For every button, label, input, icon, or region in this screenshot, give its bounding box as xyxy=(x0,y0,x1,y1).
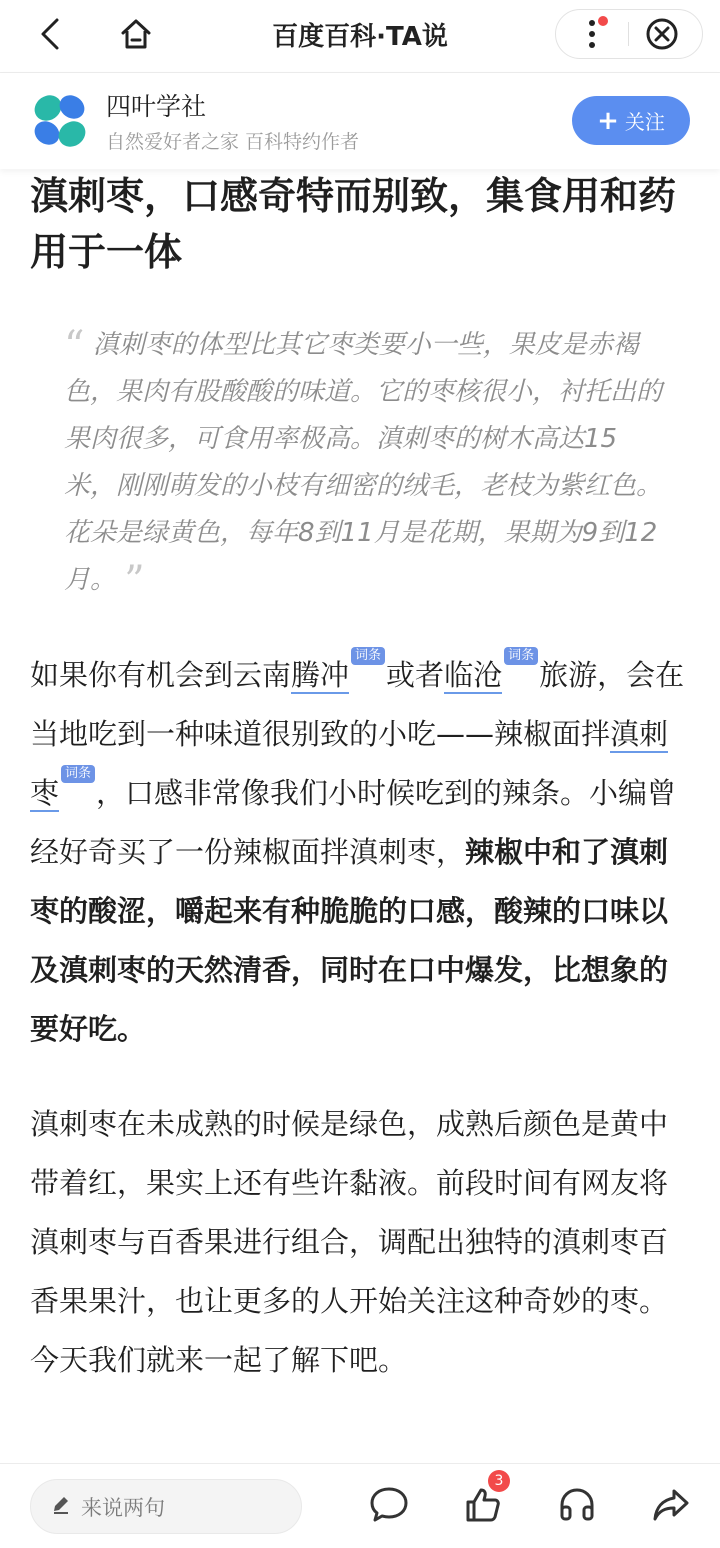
follow-label: 关注 xyxy=(624,110,665,134)
home-icon[interactable] xyxy=(114,12,158,56)
more-icon[interactable] xyxy=(576,15,616,53)
term-link-tengchong[interactable]: 腾冲 xyxy=(291,658,350,692)
paragraph-text: ，口感非常像我们小时候吃到的辣条。小编曾经好奇买了一份辣椒面拌滇刺枣， xyxy=(30,776,677,869)
comment-input[interactable] xyxy=(30,1479,302,1534)
page-title: 百度百科·TA说 xyxy=(272,22,448,52)
article-paragraph-1 xyxy=(30,646,692,1059)
paragraph-text: 旅游，会在当地吃到一种味道很别致的小吃——辣椒面拌 xyxy=(30,658,685,751)
listen-icon[interactable] xyxy=(554,1482,600,1528)
comment-placeholder: 来说两句 xyxy=(81,1495,165,1520)
term-link-dianciza[interactable]: 滇刺枣 xyxy=(30,717,669,810)
follow-button[interactable] xyxy=(572,96,690,145)
top-nav-bar xyxy=(0,0,720,73)
comment-icon[interactable] xyxy=(366,1482,412,1528)
like-count-badge: 3 xyxy=(488,1470,510,1492)
mini-program-capsule xyxy=(555,9,703,59)
term-tag[interactable]: 词条 xyxy=(61,765,95,783)
term-link-lincang[interactable]: 临沧 xyxy=(444,658,503,692)
like-icon[interactable] xyxy=(460,1473,506,1528)
term-tag[interactable]: 词条 xyxy=(504,647,538,665)
paragraph-text: 如果你有机会到云南 xyxy=(30,658,292,692)
article-paragraph-2: 滇刺枣在未成熟的时候是绿色，成熟后颜色是黄中带着红，果实上还有些许黏液。前段时间有网友将滇刺枣与百香果进行组合，调配出独特的滇刺枣百香果果汁，也让更多的人开始关注这种奇妙的枣。今天我们就来一起了解下吧。 xyxy=(30,1107,669,1377)
author-name[interactable]: 四叶学社 xyxy=(106,92,207,121)
term-tag[interactable]: 词条 xyxy=(351,647,385,665)
open-quote-icon: “ xyxy=(64,323,85,369)
share-icon[interactable] xyxy=(648,1482,694,1528)
article-quote xyxy=(64,322,664,604)
close-quote-icon: ” xyxy=(124,558,145,604)
quote-text: 滇刺枣的体型比其它枣类要小一些，果皮是赤褐色，果肉有股酸酸的味道。它的枣核很小，衬托出的果肉很多，可食用率极高。滇刺枣的树木高达15米，刚刚萌发的小枝有细密的绒毛，老枝为紫红色。花朵是绿黄色，每年8到11月是花期，果期为9到12月。 xyxy=(64,330,663,595)
bold-highlight-text: 辣椒中和了滇刺枣的酸涩，嚼起来有种脆脆的口感，酸辣的口味以及滇刺枣的天然清香，同时在口中爆发，比想象的要好吃。 xyxy=(30,835,669,1046)
article-title: 滇刺枣，口感奇特而别致，集食用和药用于一体 xyxy=(30,174,677,274)
pencil-icon xyxy=(51,1494,71,1519)
bottom-action-bar xyxy=(0,1463,720,1548)
avatar[interactable] xyxy=(30,91,90,151)
follow-plus-icon: + xyxy=(597,105,619,136)
paragraph-text: 或者 xyxy=(386,658,445,692)
close-circle-icon[interactable] xyxy=(642,15,682,53)
back-icon[interactable] xyxy=(30,14,70,54)
author-bar xyxy=(0,73,720,169)
author-description: 自然爱好者之家 百科特约作者 xyxy=(106,131,360,153)
capsule-divider xyxy=(628,22,629,46)
